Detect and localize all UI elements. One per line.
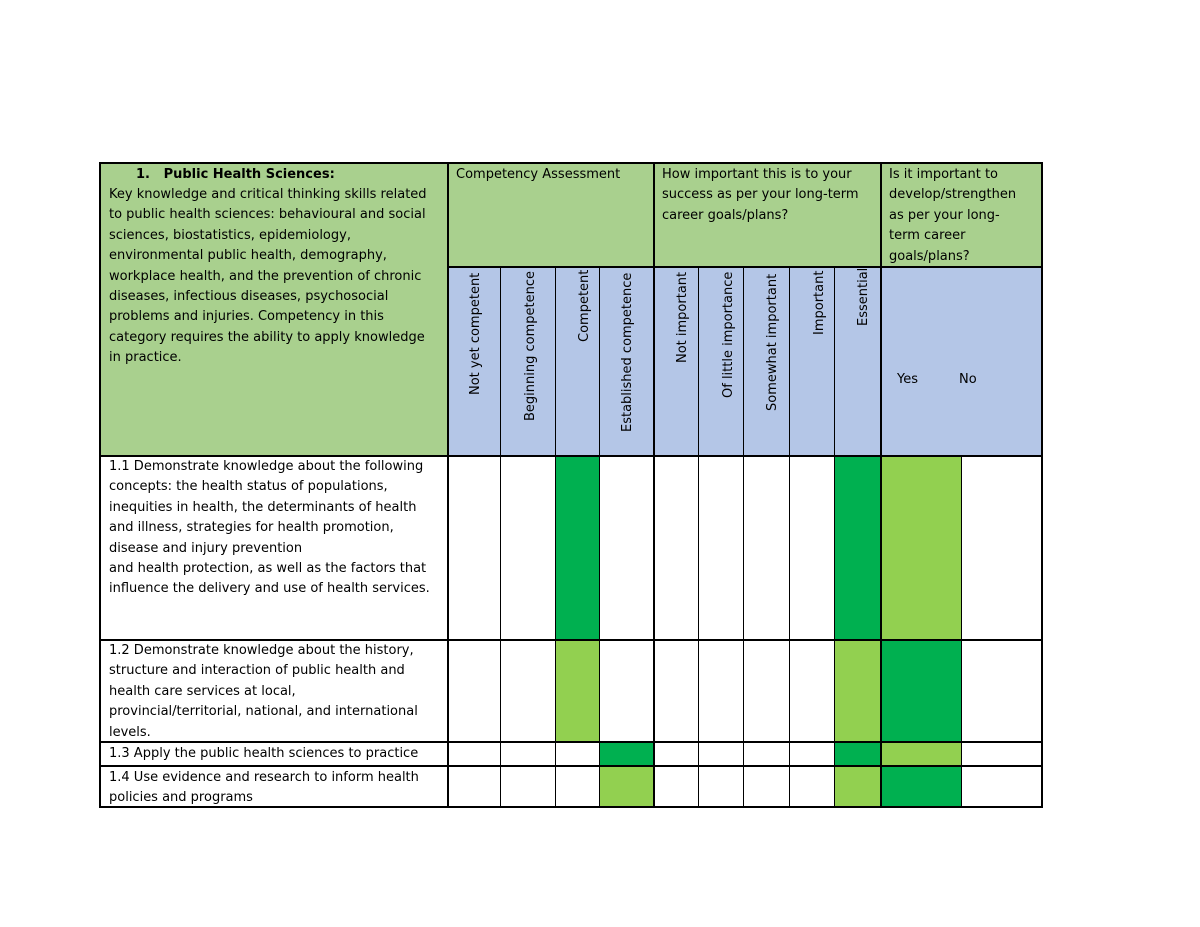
importance-title-line: How important this is to your bbox=[662, 167, 852, 182]
section-description-line: category requires the ability to apply knowledge bbox=[109, 329, 425, 345]
line-v-c2 bbox=[555, 267, 556, 807]
col-of-little-importance: Of little importance bbox=[721, 271, 736, 398]
fill-1-4-essential bbox=[835, 766, 881, 807]
line-v-c3 bbox=[599, 267, 600, 807]
fill-1-1-competent bbox=[556, 456, 600, 640]
line-v-i4 bbox=[834, 267, 835, 807]
row-text-line: and health protection, as well as the factors that bbox=[109, 561, 427, 577]
row-1-2-text bbox=[109, 641, 418, 743]
row-text-line: policies and programs bbox=[109, 790, 253, 806]
line-row-3-bottom bbox=[99, 765, 1043, 767]
section-description-line: in practice. bbox=[109, 350, 182, 366]
section-description-line: Key knowledge and critical thinking skills related bbox=[109, 187, 427, 202]
line-v-i3 bbox=[789, 267, 790, 807]
section-description-line: environmental public health, demography, bbox=[109, 248, 387, 264]
section-title bbox=[136, 165, 335, 185]
fill-1-4-established bbox=[600, 766, 654, 807]
row-text-line: structure and interaction of public health and bbox=[109, 663, 405, 679]
fill-1-1-essential bbox=[835, 456, 881, 640]
border-right bbox=[1041, 162, 1043, 808]
section-description-line: sciences, biostatistics, epidemiology, bbox=[109, 227, 351, 243]
row-text-line: disease and injury prevention bbox=[109, 540, 303, 556]
develop-title-line: goals/plans? bbox=[889, 248, 970, 264]
row-1-1-text bbox=[109, 457, 430, 600]
fill-1-1-yes bbox=[881, 456, 962, 640]
section-description bbox=[109, 185, 427, 369]
develop-title-line: Is it important to bbox=[889, 167, 998, 182]
line-v-group2 bbox=[653, 162, 655, 808]
section-description-line: diseases, infectious diseases, psychosocial bbox=[109, 289, 389, 305]
row-text-line: 1.3 Apply the public health sciences to practice bbox=[109, 746, 419, 761]
develop-title-line: develop/strengthen bbox=[889, 187, 1017, 203]
row-text-line: health care services at local, bbox=[109, 683, 296, 699]
section-title-text: Public Health Sciences: bbox=[163, 167, 335, 182]
border-left bbox=[99, 162, 101, 808]
fill-1-3-yes bbox=[881, 742, 962, 766]
section-description-line: to public health sciences: behavioural and social bbox=[109, 207, 426, 223]
develop-title-line: as per your long- bbox=[889, 207, 1000, 223]
fill-1-3-established bbox=[600, 742, 654, 766]
importance-title-line: success as per your long-term bbox=[662, 187, 859, 203]
line-v-c1 bbox=[500, 267, 501, 807]
col-no: No bbox=[959, 372, 977, 387]
section-description-line: workplace health, and the prevention of chronic bbox=[109, 268, 422, 284]
row-1-3-text bbox=[109, 744, 418, 764]
line-v-label bbox=[447, 162, 449, 808]
col-not-important: Not important bbox=[675, 271, 690, 363]
col-yes: Yes bbox=[897, 372, 918, 387]
develop-title-line: term career bbox=[889, 228, 966, 244]
line-v-yes-no bbox=[961, 456, 962, 807]
col-important: Important bbox=[812, 270, 827, 335]
importance-group-title bbox=[662, 165, 859, 226]
col-essential: Essential bbox=[856, 267, 871, 326]
section-description-line: problems and injuries. Competency in this bbox=[109, 309, 384, 325]
col-beginning-competence: Beginning competence bbox=[523, 271, 538, 421]
develop-group-title bbox=[889, 165, 1016, 267]
row-text-line: levels. bbox=[109, 724, 151, 740]
importance-title-line: career goals/plans? bbox=[662, 207, 789, 223]
section-number: 1. bbox=[136, 167, 150, 182]
row-text-line: influence the delivery and use of health services. bbox=[109, 581, 430, 597]
fill-1-2-essential bbox=[835, 640, 881, 742]
fill-1-3-essential bbox=[835, 742, 881, 766]
fill-1-2-competent bbox=[556, 640, 600, 742]
col-competent: Competent bbox=[577, 269, 592, 342]
row-text-line: and illness, strategies for health promotion, bbox=[109, 520, 394, 536]
row-text-line: inequities in health, the determinants of health bbox=[109, 499, 417, 515]
fill-1-4-yes bbox=[881, 766, 962, 807]
line-v-group3 bbox=[880, 162, 882, 808]
line-v-i2 bbox=[743, 267, 744, 807]
row-text-line: provincial/territorial, national, and international bbox=[109, 704, 418, 720]
competency-group-title: Competency Assessment bbox=[456, 167, 621, 182]
row-text-line: 1.1 Demonstrate knowledge about the following bbox=[109, 459, 424, 474]
border-top bbox=[99, 162, 1043, 164]
col-not-yet-competent: Not yet competent bbox=[468, 272, 483, 395]
row-text-line: concepts: the health status of populations, bbox=[109, 479, 388, 495]
fill-1-2-yes bbox=[881, 640, 962, 742]
col-established-competence: Established competence bbox=[620, 272, 635, 432]
row-1-4-text bbox=[109, 768, 419, 809]
row-text-line: 1.2 Demonstrate knowledge about the history, bbox=[109, 643, 414, 658]
line-v-i1 bbox=[698, 267, 699, 807]
row-text-line: 1.4 Use evidence and research to inform health bbox=[109, 770, 419, 785]
col-somewhat-important: Somewhat important bbox=[765, 273, 780, 411]
